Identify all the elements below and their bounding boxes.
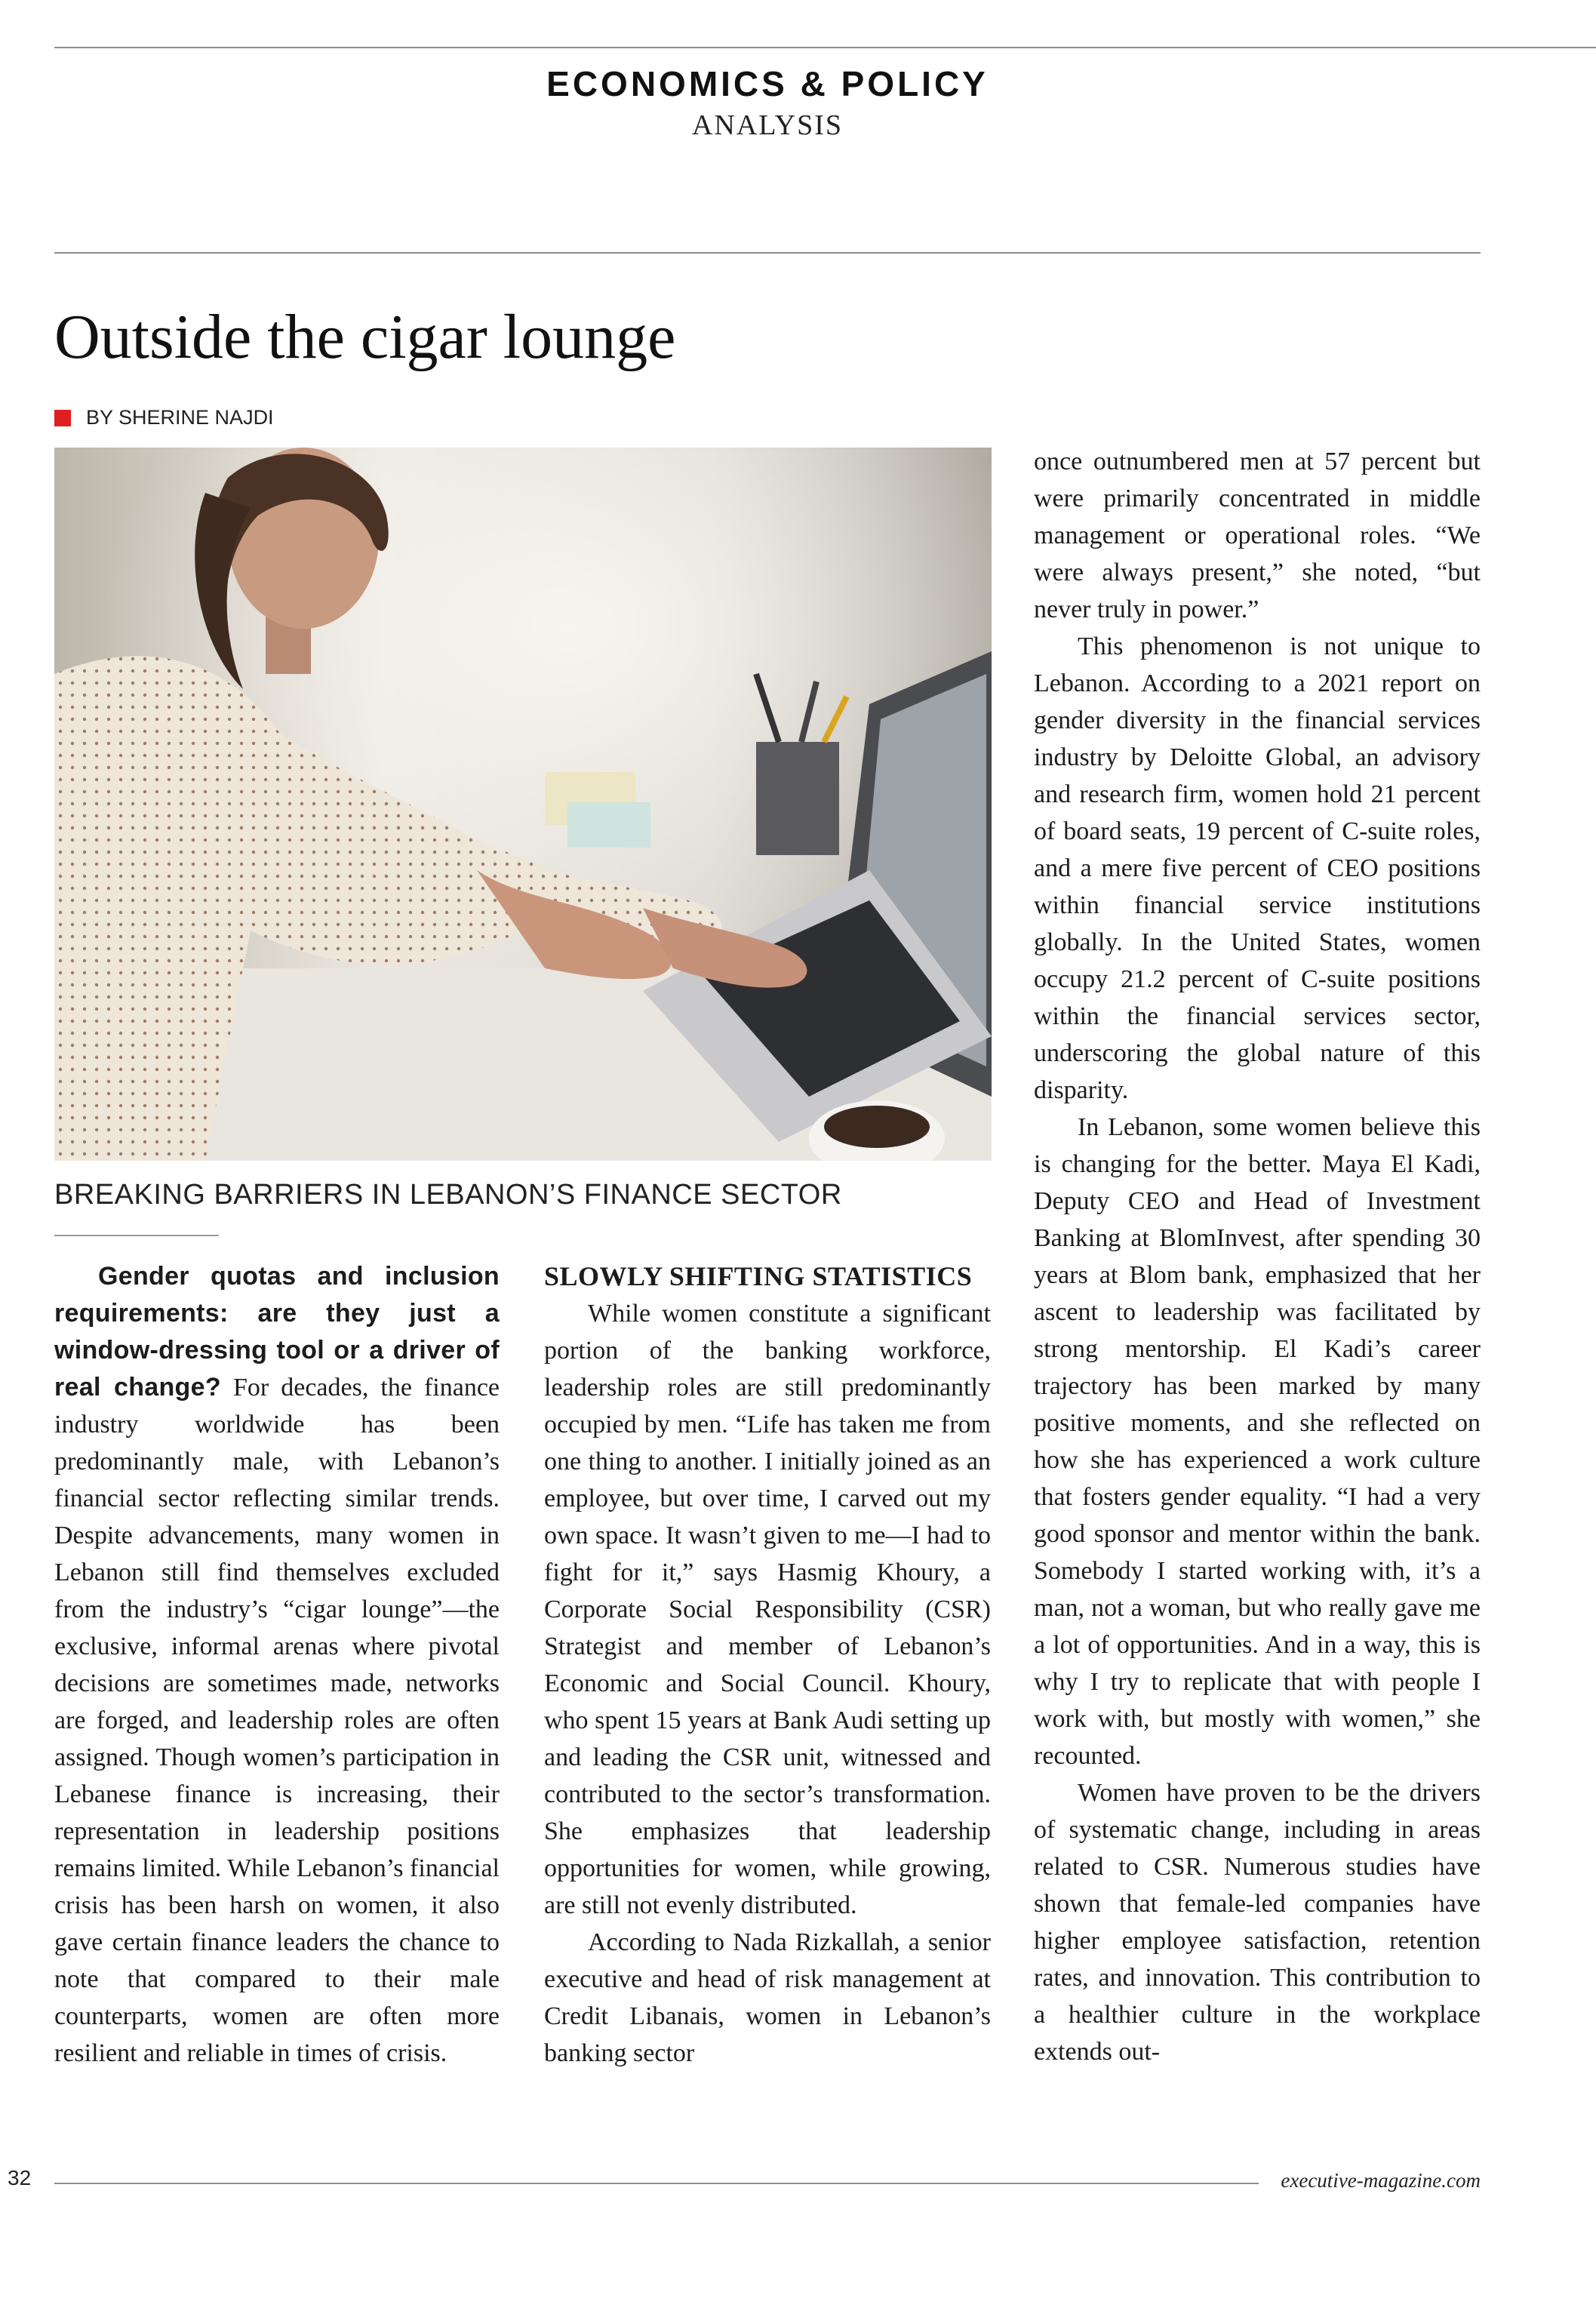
- subheading: SLOWLY SHIFTING STATISTICS: [544, 1261, 973, 1291]
- article-photo: [54, 448, 992, 1161]
- footer-rule: [54, 2183, 1259, 2184]
- header-divider: [54, 252, 1481, 254]
- lead-paragraph: [54, 1258, 500, 2072]
- section-title: ECONOMICS & POLICY: [546, 64, 989, 103]
- column-3: [1034, 443, 1481, 2070]
- photo-caption: BREAKING BARRIERS IN LEBANON’S FINANCE SECTOR: [54, 1179, 842, 1211]
- column-2: [544, 1258, 991, 2072]
- body-paragraph: Women have proven to be the drivers of systematic change, including in areas related to CSR. Numerous studies have shown that female-led companies have higher employee satisfaction, retention rates, and innovation. This contribution to a healthier culture in the workplace extends out-: [1034, 1779, 1481, 2066]
- section-header: [54, 63, 1481, 142]
- caption-rule: [54, 1235, 219, 1236]
- body-paragraph: This phenomenon is not unique to Lebanon. According to a 2021 report on gender diversity in the financial services industry by Deloitte Global, an advisory and research firm, women hold 21 percent of board seats, 19 percent of C-suite roles, and a mere five percent of CEO positions within financial service institutions globally. In the United States, women occupy 21.2 percent of C-suite positions within the financial services sector, underscoring the global nature of this disparity.: [1034, 632, 1481, 1104]
- body-paragraph: While women constitute a significant portion of the banking workforce, leadership roles are still predominantly occupied by men. “Life has taken me from one thing to another. I initially joined as an employee, but over time, I carved out my own space. It wasn’t given to me—I had to fight for it,” says Hasmig Khoury, a Corporate Social Responsibility (CSR) Strategist and member of Lebanon’s Economic and Social Council. Khoury, who spent 15 years at Bank Audi setting up and leading the CSR unit, witnessed and contributed to the sector’s transformation. She emphasizes that leadership opportunities for women, while growing, are still not evenly distributed.: [544, 1300, 991, 1919]
- page-number: 32: [8, 2166, 32, 2189]
- column-1: [54, 1258, 500, 2072]
- lead-body: For decades, the finance industry worldwide has been predominantly male, with Lebanon’s financial sector reflecting similar trends. Despite advancements, many women in Lebanon still find themselves excluded from the industry’s “cigar lounge”—the exclusive, informal arenas where pivotal decisions are sometimes made, networks are forged, and leadership roles are often assigned. Though women’s participation in Lebanese finance is increasing, their representation in leadership positions remains limited. While Lebanon’s financial crisis has been harsh on women, it also gave certain finance leaders the chance to note that compared to their male counterparts, women are often more resilient and reliable in times of crisis.: [54, 1374, 500, 2067]
- article-headline: Outside the cigar lounge: [54, 302, 676, 372]
- body-paragraph: In Lebanon, some women believe this is changing for the better. Maya El Kadi, Deputy CEO and Head of Investment Banking at BlomInvest, after spending 30 years at Blom bank, emphasized that her ascent to leadership was facilitated by strong mentorship. El Kadi’s career trajectory has been marked by many positive moments, and she reflected on how she has experienced a work culture that fosters gender equality. “I had a very good sponsor and mentor within the bank. Somebody I started working with, it’s a man, not a woman, but who really gave me a lot of opportunities. And in a way, this is why I try to replicate that with people I work with, but mostly with women,” she recounted.: [1034, 1113, 1481, 1770]
- byline-text: BY SHERINE NAJDI: [86, 406, 274, 429]
- section-subtitle: ANALYSIS: [691, 109, 844, 141]
- lead-standfirst: Gender quotas and inclusion requirements: are they just a window-dressing tool or a driver of real change?: [54, 1262, 500, 1402]
- photo-illustration: [54, 448, 992, 1161]
- byline: [54, 406, 274, 429]
- body-paragraph: According to Nada Rizkallah, a senior executive and head of risk management at Credit Libanais, women in Lebanon’s banking sector: [544, 1928, 991, 2067]
- byline-marker-icon: [54, 410, 71, 426]
- top-rule: [54, 47, 1596, 48]
- body-paragraph: once outnumbered men at 57 percent but were primarily concentrated in middle management or operational roles. “We were always present,” she noted, “but never truly in power.”: [1034, 448, 1481, 623]
- site-url: executive-magazine.com: [1281, 2169, 1481, 2192]
